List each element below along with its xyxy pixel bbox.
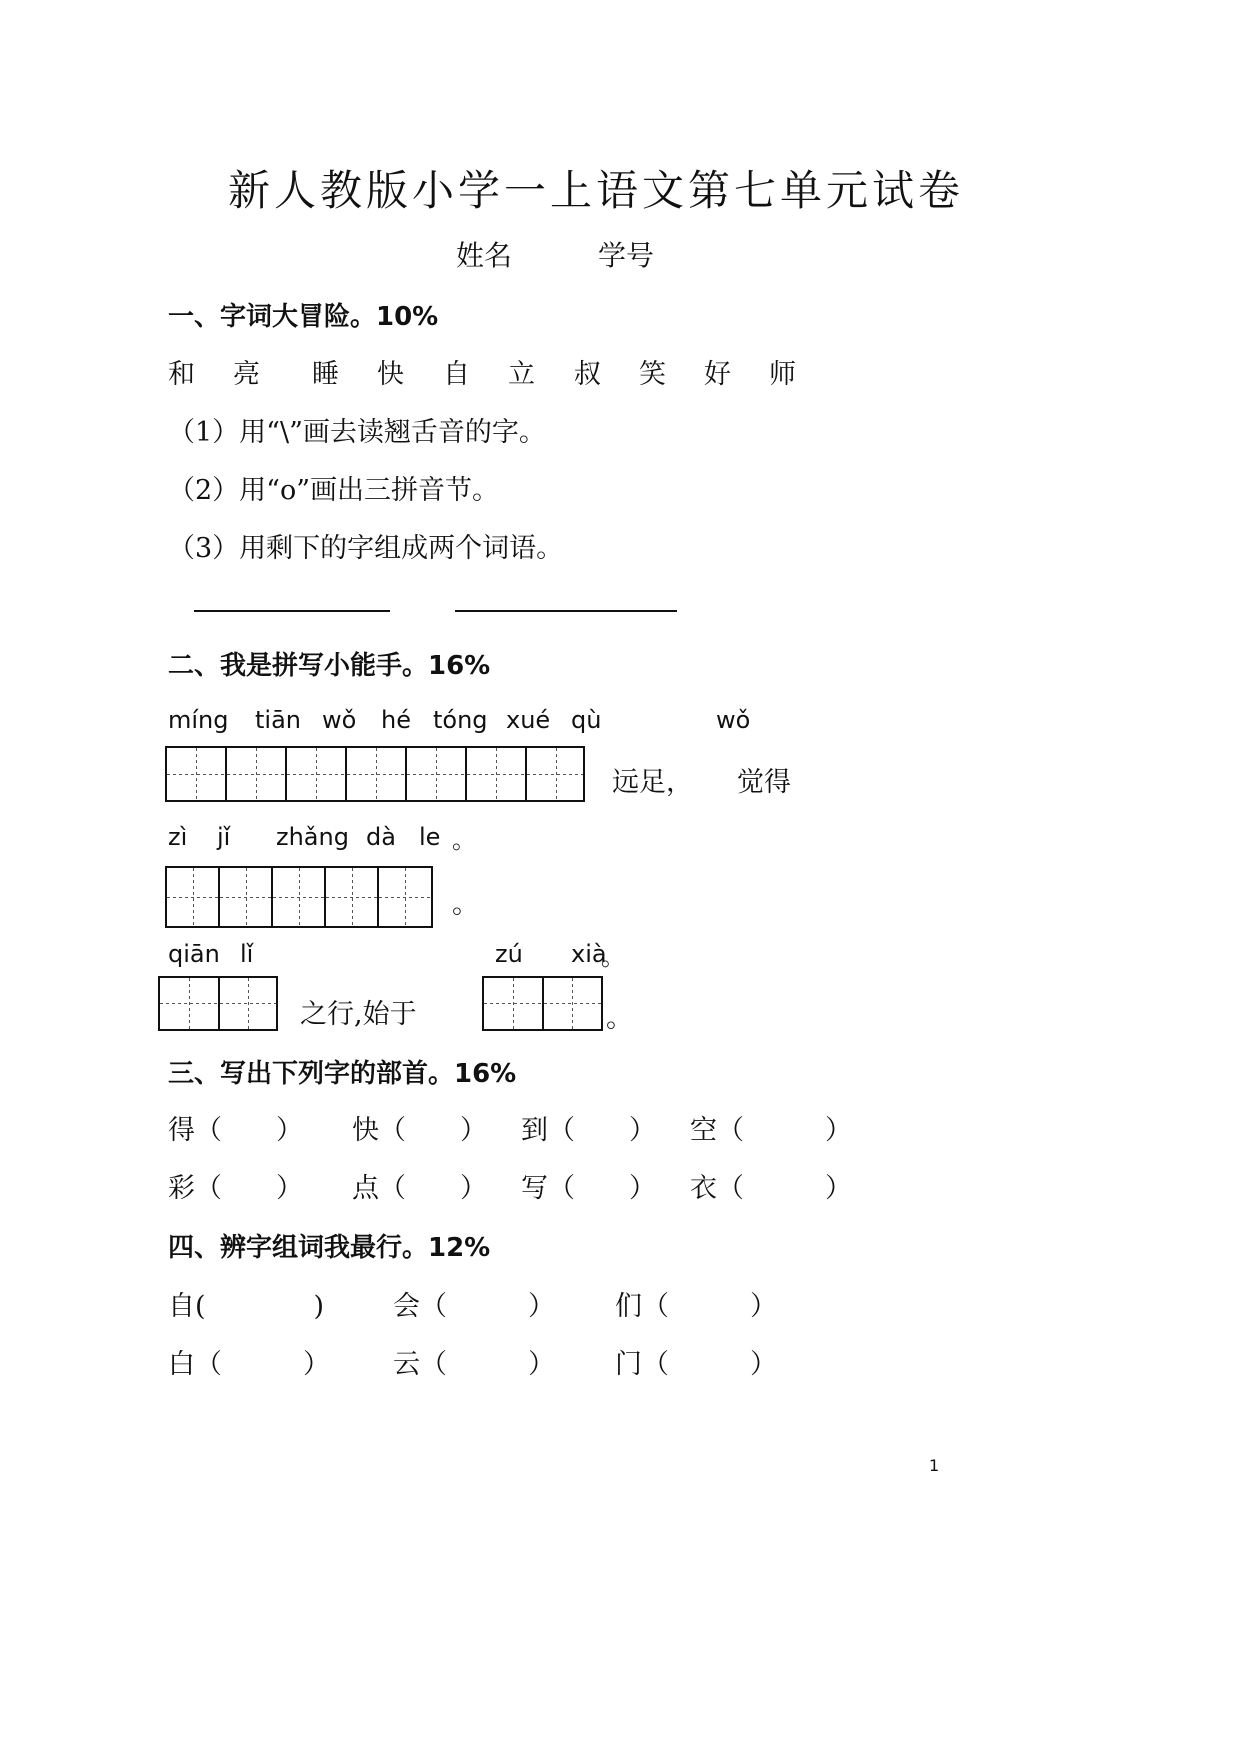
grid-cell[interactable] [220,868,273,926]
pinyin-period: 。 [601,943,625,971]
pinyin: xué [506,706,551,734]
word-item: 会（ ） [393,1291,555,1322]
grid-cell[interactable] [167,748,227,800]
writing-grid-row3-b[interactable] [482,976,603,1031]
row1-text-1: 远足， [612,767,693,798]
writing-grid-row2[interactable] [165,866,433,928]
character-item: 睡 [312,359,339,390]
question-1: （1）用“\”画去读翘舌音的字。 [168,417,546,448]
student-id-label: 学号 [598,239,655,272]
pinyin: wǒ [716,706,751,734]
character-item: 自 [443,359,470,390]
pinyin: qiān [168,940,220,968]
pinyin: jǐ [217,823,231,851]
grid-cell[interactable] [167,868,220,926]
writing-grid-row1[interactable] [165,746,585,802]
row3-text: 之行,始于 [300,999,417,1030]
character-item: 快 [377,359,404,390]
pinyin-period: 。 [452,826,476,854]
grid-cell[interactable] [220,978,276,1029]
row3-end-period: 。 [606,1003,633,1034]
character-item: 好 [704,359,731,390]
pinyin: dà [366,823,396,851]
grid-cell[interactable] [379,868,431,926]
section-1-heading: 一、字词大冒险。10% [168,302,439,332]
pinyin: míng [168,706,229,734]
pinyin: xià [571,940,607,968]
page-number: 1 [929,1456,940,1475]
character-item: 笑 [639,359,666,390]
row1-text-2: 觉得 [737,767,791,798]
pinyin: hé [381,706,411,734]
pinyin: zì [168,823,188,851]
pinyin: zú [495,940,523,968]
pinyin: tiān [255,706,301,734]
character-item: 立 [508,359,535,390]
word-item: 自( ) [168,1291,325,1322]
question-3: （3）用剩下的字组成两个词语。 [168,533,564,564]
word-item: 们（ ） [615,1291,777,1322]
word-item: 门（ ） [615,1349,777,1380]
pinyin: le [419,823,441,851]
character-item: 叔 [574,359,601,390]
word-item: 白（ ） [168,1349,330,1380]
grid-cell[interactable] [484,978,544,1029]
radical-item: 彩（ ） [168,1173,303,1204]
radical-item: 空（ ） [690,1115,852,1146]
pinyin: zhǎng [276,823,349,851]
radical-item: 到（ ） [521,1115,656,1146]
section-4-heading: 四、辨字组词我最行。12% [168,1233,491,1263]
name-label: 姓名 [456,239,513,272]
radical-item: 快（ ） [352,1115,487,1146]
radical-item: 点（ ） [352,1173,487,1204]
character-item: 和 [168,359,195,390]
radical-item: 衣（ ） [690,1173,852,1204]
grid-cell[interactable] [227,748,287,800]
pinyin: tóng [433,706,488,734]
grid-cell[interactable] [527,748,583,800]
grid-cell[interactable] [467,748,527,800]
grid-cell[interactable] [287,748,347,800]
radical-item: 得（ ） [168,1115,303,1146]
pinyin: wǒ [322,706,357,734]
writing-grid-row3-a[interactable] [158,976,278,1031]
character-item: 亮 [233,359,260,390]
pinyin: lǐ [240,940,254,968]
pinyin: qù [571,706,602,734]
section-3-heading: 三、写出下列字的部首。16% [168,1059,517,1089]
answer-line-1[interactable] [194,610,390,612]
radical-item: 写（ ） [521,1173,656,1204]
grid-cell[interactable] [273,868,326,926]
page-title: 新人教版小学一上语文第七单元试卷 [228,166,965,215]
row2-end-period: 。 [452,889,479,920]
grid-cell[interactable] [407,748,467,800]
answer-line-2[interactable] [455,610,677,612]
character-item: 师 [769,359,796,390]
word-item: 云（ ） [393,1349,555,1380]
grid-cell[interactable] [160,978,220,1029]
grid-cell[interactable] [544,978,601,1029]
grid-cell[interactable] [326,868,379,926]
grid-cell[interactable] [347,748,407,800]
question-2: （2）用“o”画出三拼音节。 [168,475,500,506]
section-2-heading: 二、我是拼写小能手。16% [168,651,491,681]
